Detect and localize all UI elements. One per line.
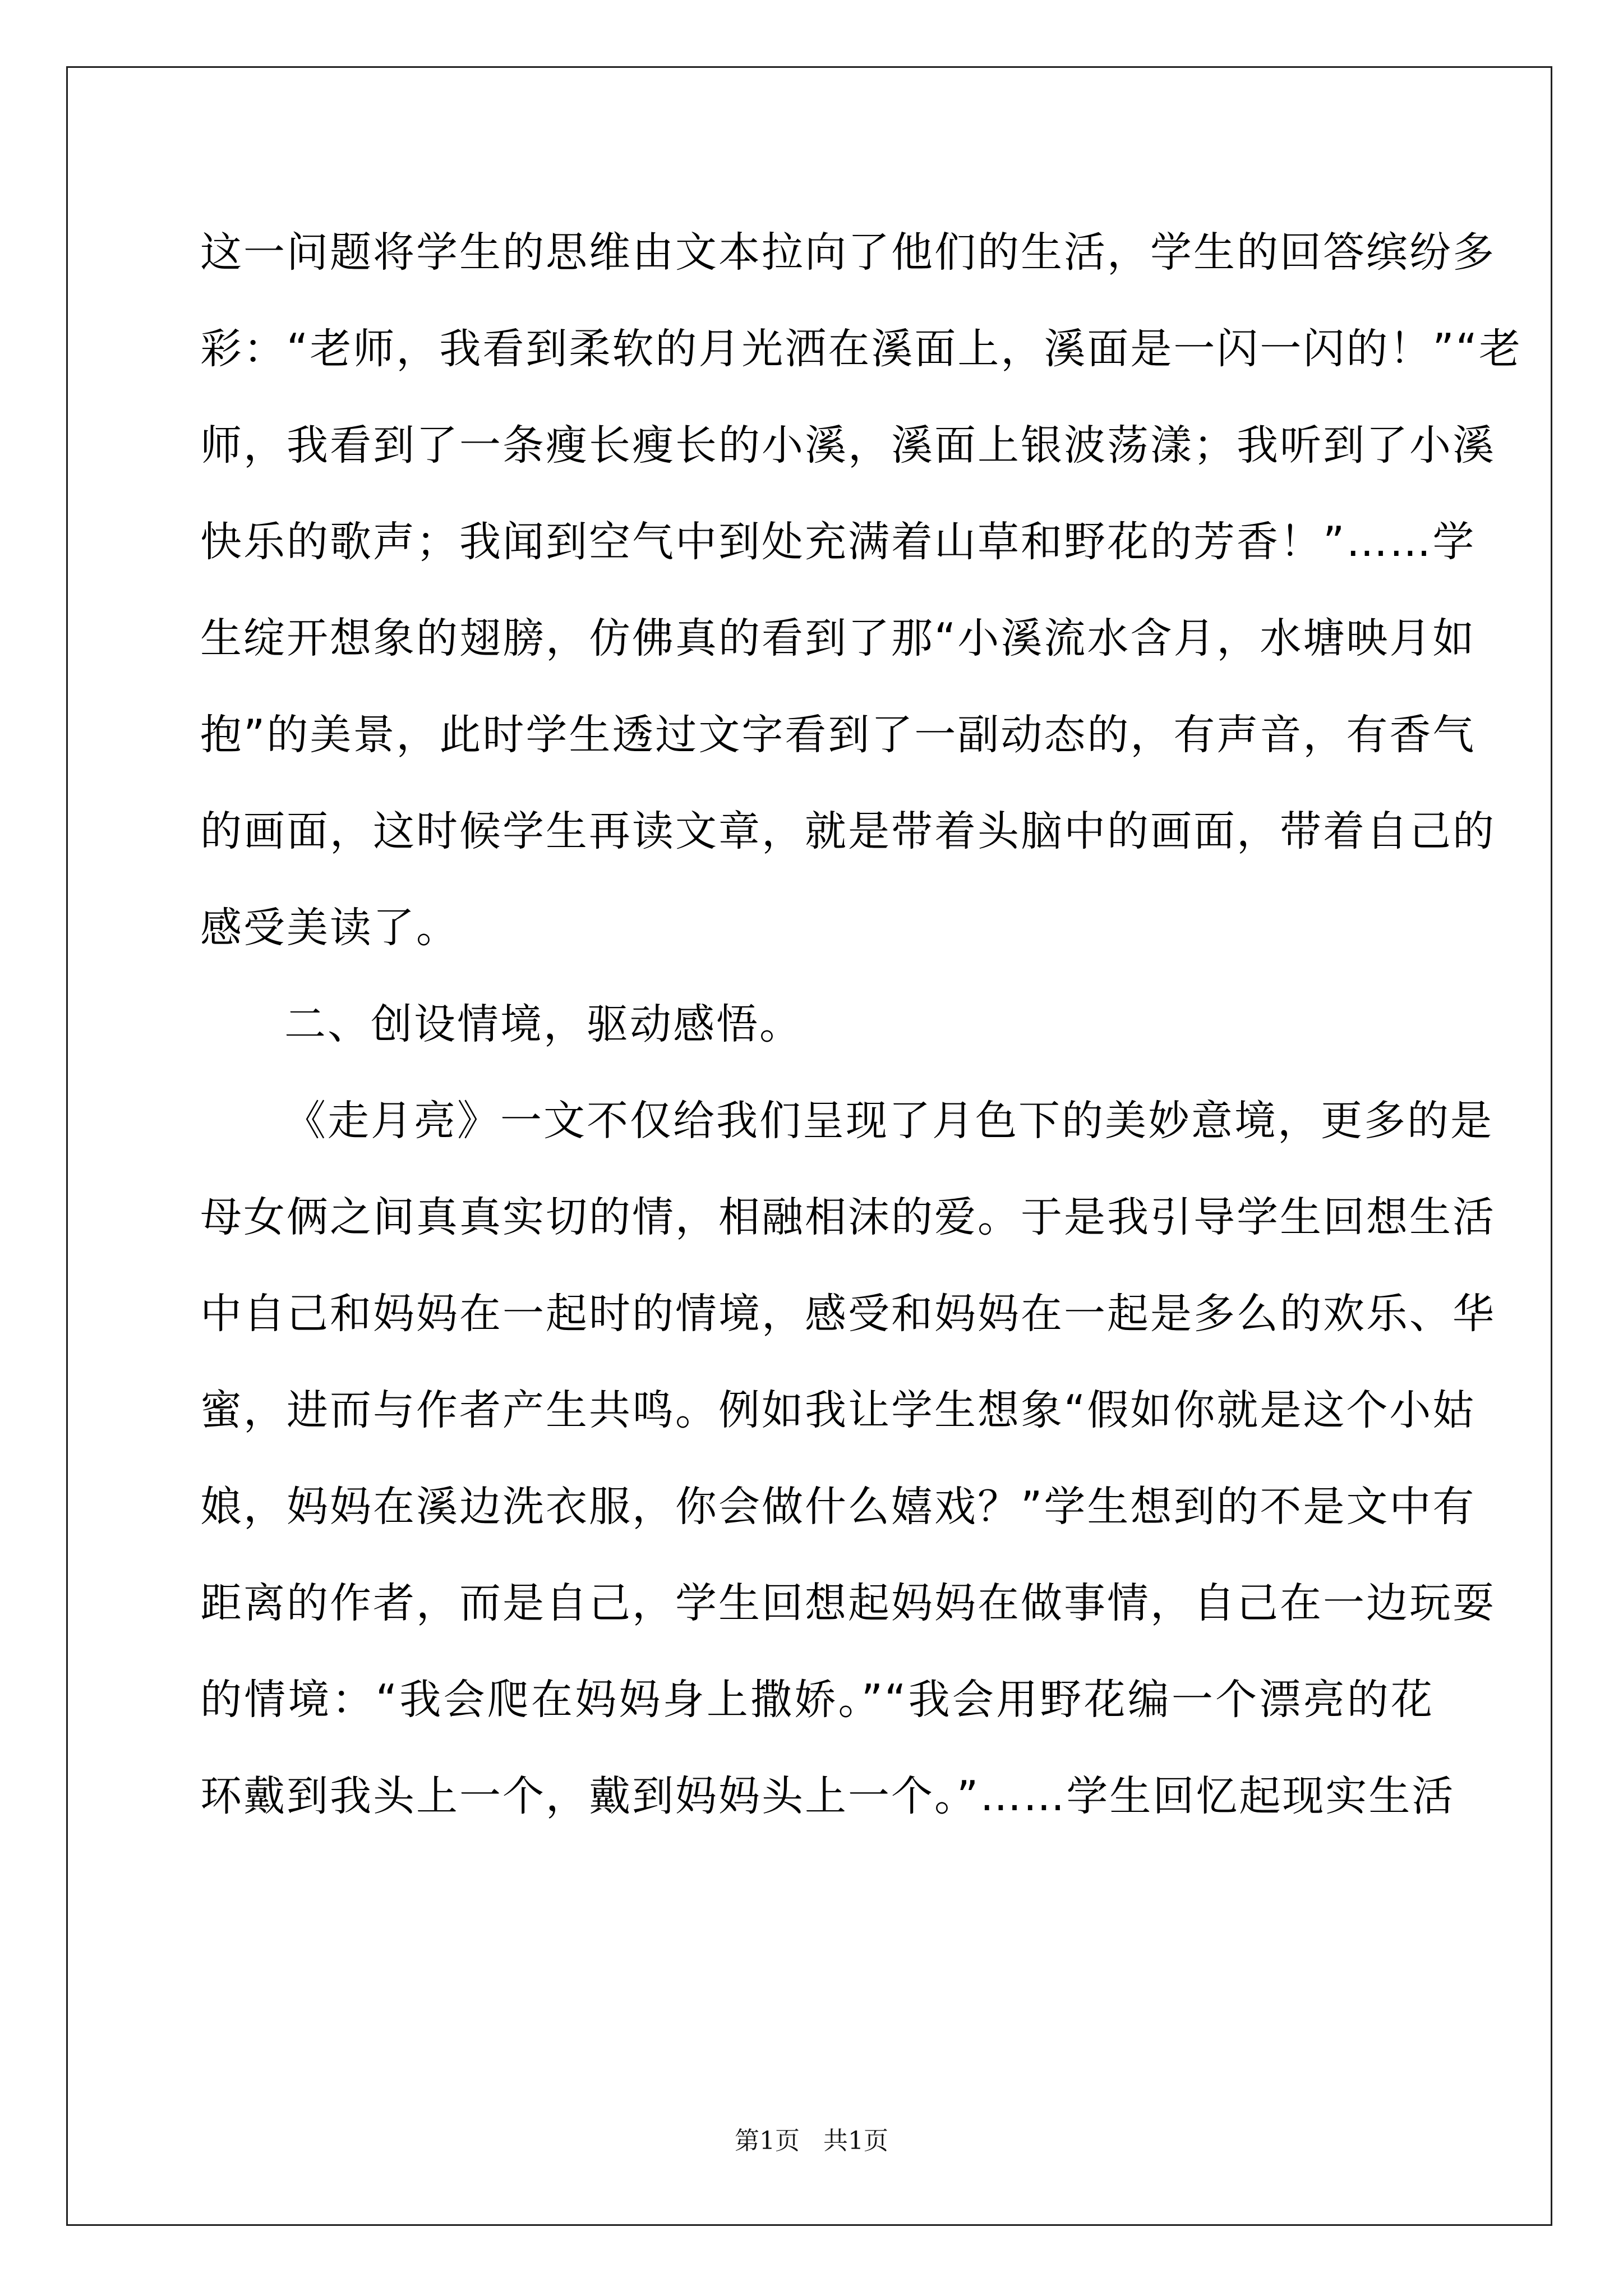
paragraph-line: 感受美读了。 xyxy=(200,904,459,952)
paragraph-line: 环戴到我头上一个，戴到妈妈头上一个。”……学生回忆起现实生活 xyxy=(200,1772,1455,1820)
paragraph-line: 《走月亮》一文不仅给我们呈现了月色下的美妙意境，更多的是 xyxy=(284,1097,1493,1145)
paragraph-line: 抱”的美景，此时学生透过文字看到了一副动态的，有声音，有香气 xyxy=(200,711,1476,759)
paragraph-line: 师，我看到了一条瘦长瘦长的小溪，溪面上银波荡漾；我听到了小溪 xyxy=(200,421,1496,470)
section-heading: 二、创设情境，驱动感悟。 xyxy=(284,1000,803,1048)
paragraph-line: 娘，妈妈在溪边洗衣服，你会做什么嬉戏？”学生想到的不是文中有 xyxy=(200,1483,1476,1531)
paragraph-line: 蜜，进而与作者产生共鸣。例如我让学生想象“假如你就是这个小姑 xyxy=(200,1386,1476,1434)
document-body xyxy=(200,222,1523,1862)
paragraph-line: 中自己和妈妈在一起时的情境，感受和妈妈在一起是多么的欢乐、华 xyxy=(200,1290,1496,1338)
paragraph-line: 的情境：“我会爬在妈妈身上撒娇。”“我会用野花编一个漂亮的花 xyxy=(200,1676,1434,1724)
paragraph-line: 母女俩之间真真实切的情，相融相沫的爱。于是我引导学生回想生活 xyxy=(200,1193,1496,1241)
paragraph-line: 快乐的歌声；我闻到空气中到处充满着山草和野花的芳香！”……学 xyxy=(200,518,1476,566)
paragraph-line: 彩：“老师，我看到柔软的月光洒在溪面上，溪面是一闪一闪的！”“老 xyxy=(200,325,1523,373)
paragraph-line: 距离的作者，而是自己，学生回想起妈妈在做事情，自己在一边玩耍 xyxy=(200,1579,1496,1627)
paragraph-line: 生绽开想象的翅膀，仿佛真的看到了那“小溪流水含月，水塘映月如 xyxy=(200,614,1476,662)
page-footer: 第1页 共1页 xyxy=(735,2127,888,2155)
paragraph-line: 这一问题将学生的思维由文本拉向了他们的生活，学生的回答缤纷多 xyxy=(200,228,1496,277)
paragraph-line: 的画面，这时候学生再读文章，就是带着头脑中的画面，带着自己的 xyxy=(200,807,1496,855)
